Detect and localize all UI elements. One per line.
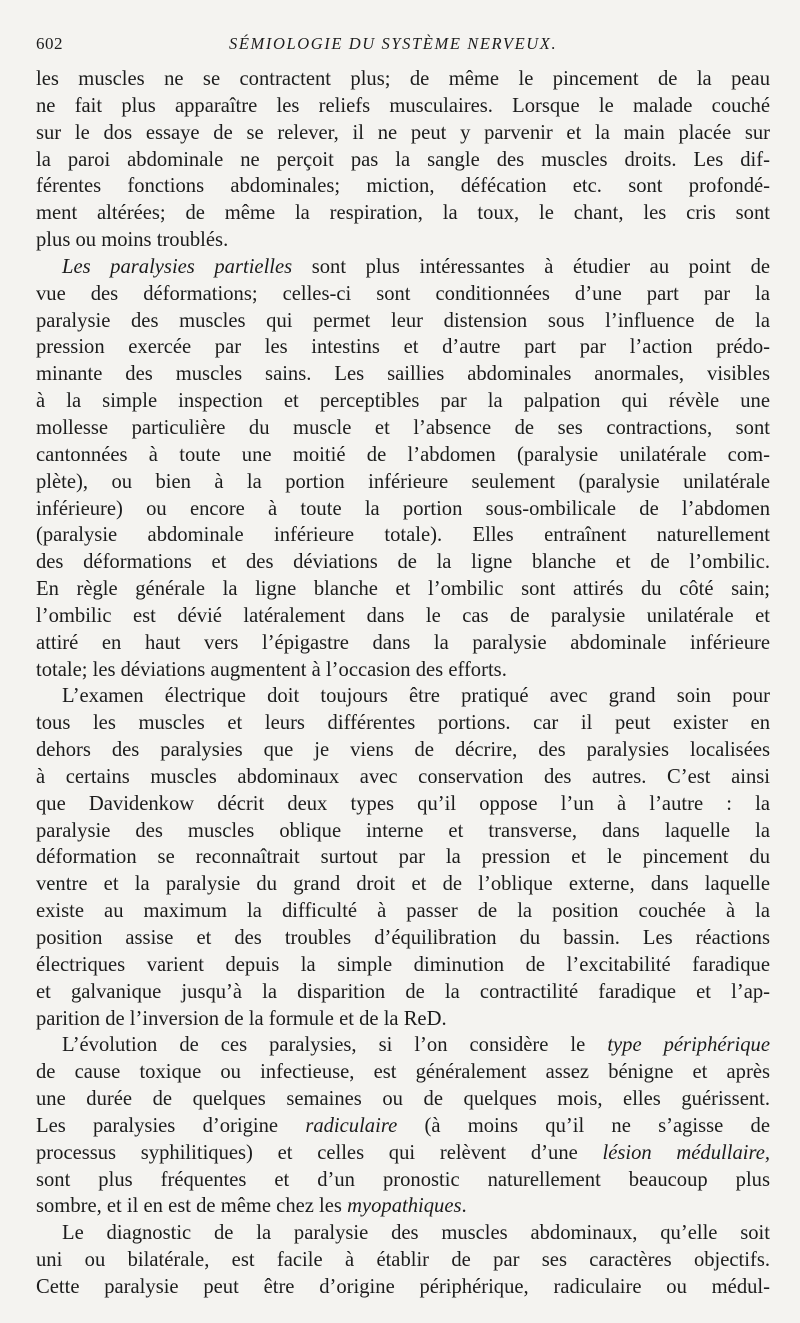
text-segment: Le diagnostic de la paralysie des muscles abdominaux, qu’elle soit	[62, 1222, 770, 1245]
text-segment: une durée de quelques semaines ou de quelques mois, elles guérissent.	[36, 1088, 770, 1111]
text-line	[36, 1113, 770, 1140]
text-segment: En règle générale la ligne blanche et l’ombilic sont attirés du côté sain;	[36, 578, 770, 601]
body-text	[36, 66, 770, 1301]
text-line	[36, 120, 770, 147]
text-segment: mollesse particulière du muscle et l’absence de ses contractions, sont	[36, 416, 770, 439]
text-line	[36, 1220, 770, 1247]
italic-text: myopathiques	[347, 1195, 462, 1218]
text-segment: pression exercée par les intestins et d’autre part par l’action prédo-	[36, 336, 770, 359]
text-segment: Les paralysies d’origine	[36, 1114, 306, 1137]
text-line	[36, 979, 770, 1006]
text-line	[36, 657, 770, 684]
text-line	[36, 844, 770, 871]
text-segment: (à moins qu’il ne s’agisse de	[397, 1114, 770, 1137]
text-segment: et galvanique jusqu’à la disparition de la contractilité faradique et l’ap-	[36, 980, 770, 1003]
text-line	[36, 361, 770, 388]
text-line	[36, 1006, 770, 1033]
text-line	[36, 254, 770, 281]
text-segment: cantonnées à toute une moitié de l’abdomen (paralysie unilatérale com-	[36, 443, 770, 466]
text-line	[36, 603, 770, 630]
page-header	[36, 30, 770, 58]
italic-text: Les paralysies partielles	[62, 255, 293, 278]
text-line	[36, 576, 770, 603]
italic-text: radiculaire	[305, 1114, 398, 1137]
text-segment: Cette paralysie peut être d’origine périphérique, radiculaire ou médul-	[36, 1275, 770, 1298]
text-segment: la paroi abdominale ne perçoit pas la sangle des muscles droits. Les dif-	[36, 148, 770, 171]
text-line	[36, 522, 770, 549]
text-line	[36, 147, 770, 174]
text-segment: parition de l’inversion de la formule et de la ReD.	[36, 1007, 447, 1030]
text-line	[36, 710, 770, 737]
text-line	[36, 442, 770, 469]
text-segment: processus syphilitiques) et celles qui relèvent d’une	[36, 1141, 603, 1164]
text-line	[36, 764, 770, 791]
text-line	[36, 93, 770, 120]
text-segment: tous les muscles et leurs différentes portions. car il peut exister en	[36, 712, 770, 735]
text-segment: sur le dos essaye de se relever, il ne peut y parvenir et la main placée sur	[36, 121, 770, 144]
text-segment: sont plus intéressantes à étudier au point de	[292, 255, 771, 278]
text-line	[36, 388, 770, 415]
text-segment: les muscles ne se contractent plus; de même le pincement de la peau	[36, 68, 770, 90]
text-segment: attiré en haut vers l’épigastre dans la paralysie abdominale inférieure	[36, 631, 770, 654]
text-line	[36, 737, 770, 764]
text-line	[36, 334, 770, 361]
text-line	[36, 549, 770, 576]
text-line	[36, 1086, 770, 1113]
text-segment: inférieure) ou encore à toute la portion sous-ombilicale de l’abdomen	[36, 497, 770, 520]
text-segment: sont plus fréquentes et d’un pronostic naturellement beaucoup plus	[36, 1168, 770, 1191]
text-segment: L’évolution de ces paralysies, si l’on considère le	[62, 1034, 608, 1057]
text-segment: plète), ou bien à la portion inférieure seulement (paralysie unilatérale	[36, 470, 770, 493]
text-segment: à certains muscles abdominaux avec conservation des autres. C’est ainsi	[36, 765, 770, 788]
running-title: SÉMIOLOGIE DU SYSTÈME NERVEUX.	[229, 34, 558, 53]
page-number: 602	[36, 34, 63, 53]
text-segment: ment altérées; de même la respiration, la toux, le chant, les cris sont	[36, 202, 770, 225]
text-line	[36, 1247, 770, 1274]
text-segment: (paralysie abdominale inférieure totale). Elles entraînent naturellement	[36, 524, 770, 547]
text-segment: vue des déformations; celles-ci sont conditionnées d’une part par la	[36, 282, 770, 305]
text-line	[36, 818, 770, 845]
text-segment: .	[461, 1195, 467, 1218]
text-line	[36, 1140, 770, 1167]
text-segment: L’examen électrique doit toujours être pratiqué avec grand soin pour	[62, 685, 770, 708]
text-line	[36, 1274, 770, 1301]
text-line	[36, 952, 770, 979]
text-line	[36, 1059, 770, 1086]
text-segment: électriques varient depuis la simple diminution de l’excitabilité faradique	[36, 953, 770, 976]
text-line	[36, 66, 770, 93]
text-segment: position assise et des troubles d’équilibration du bassin. Les réactions	[36, 927, 770, 949]
text-line	[36, 630, 770, 657]
text-segment: que Davidenkow décrit deux types qu’il oppose l’un à l’autre : la	[36, 792, 770, 815]
text-segment: existe au maximum la difficulté à passer de la position couchée à la	[36, 900, 770, 923]
italic-text: lésion médullaire,	[602, 1141, 770, 1164]
text-segment: sombre, et il en est de même chez les	[36, 1195, 348, 1218]
text-line	[36, 898, 770, 925]
text-segment: férentes fonctions abdominales; miction, défécation etc. sont profondé-	[36, 175, 770, 198]
text-segment: de cause toxique ou infectieuse, est généralement assez bénigne et après	[36, 1061, 770, 1084]
text-line	[36, 415, 770, 442]
text-segment: l’ombilic est dévié latéralement dans le cas de paralysie unilatérale et	[36, 604, 770, 627]
text-line	[36, 200, 770, 227]
text-line	[36, 1193, 770, 1220]
text-segment: ventre et la paralysie du grand droit et de l’oblique externe, dans laquelle	[36, 873, 770, 896]
text-line	[36, 1167, 770, 1194]
text-segment: paralysie des muscles qui permet leur distension sous l’influence de la	[36, 309, 770, 332]
text-line	[36, 683, 770, 710]
text-segment: à la simple inspection et perceptibles par la palpation qui révèle une	[36, 390, 770, 413]
text-line	[36, 925, 770, 952]
text-segment: ne fait plus apparaître les reliefs musculaires. Lorsque le malade couché	[36, 94, 770, 117]
text-line	[36, 281, 770, 308]
text-segment: uni ou bilatérale, est facile à établir de par ses caractères objectifs.	[36, 1249, 770, 1272]
text-line	[36, 496, 770, 523]
text-segment: des déformations et des déviations de la ligne blanche et de l’ombilic.	[36, 551, 770, 574]
text-line	[36, 469, 770, 496]
italic-text: type périphérique	[607, 1034, 770, 1057]
text-segment: plus ou moins troublés.	[36, 229, 229, 252]
text-line	[36, 871, 770, 898]
text-line	[36, 791, 770, 818]
text-line	[36, 227, 770, 254]
text-line	[36, 1032, 770, 1059]
text-segment: minante des muscles sains. Les saillies abdominales anormales, visibles	[36, 363, 770, 386]
text-line	[36, 308, 770, 335]
text-segment: totale; les déviations augmentent à l’occasion des efforts.	[36, 658, 507, 681]
text-segment: dehors des paralysies que je viens de décrire, des paralysies localisées	[36, 739, 770, 762]
text-line	[36, 173, 770, 200]
text-segment: paralysie des muscles oblique interne et transverse, dans laquelle la	[36, 819, 770, 842]
text-segment: déformation se reconnaîtrait surtout par la pression et le pincement du	[36, 846, 770, 869]
